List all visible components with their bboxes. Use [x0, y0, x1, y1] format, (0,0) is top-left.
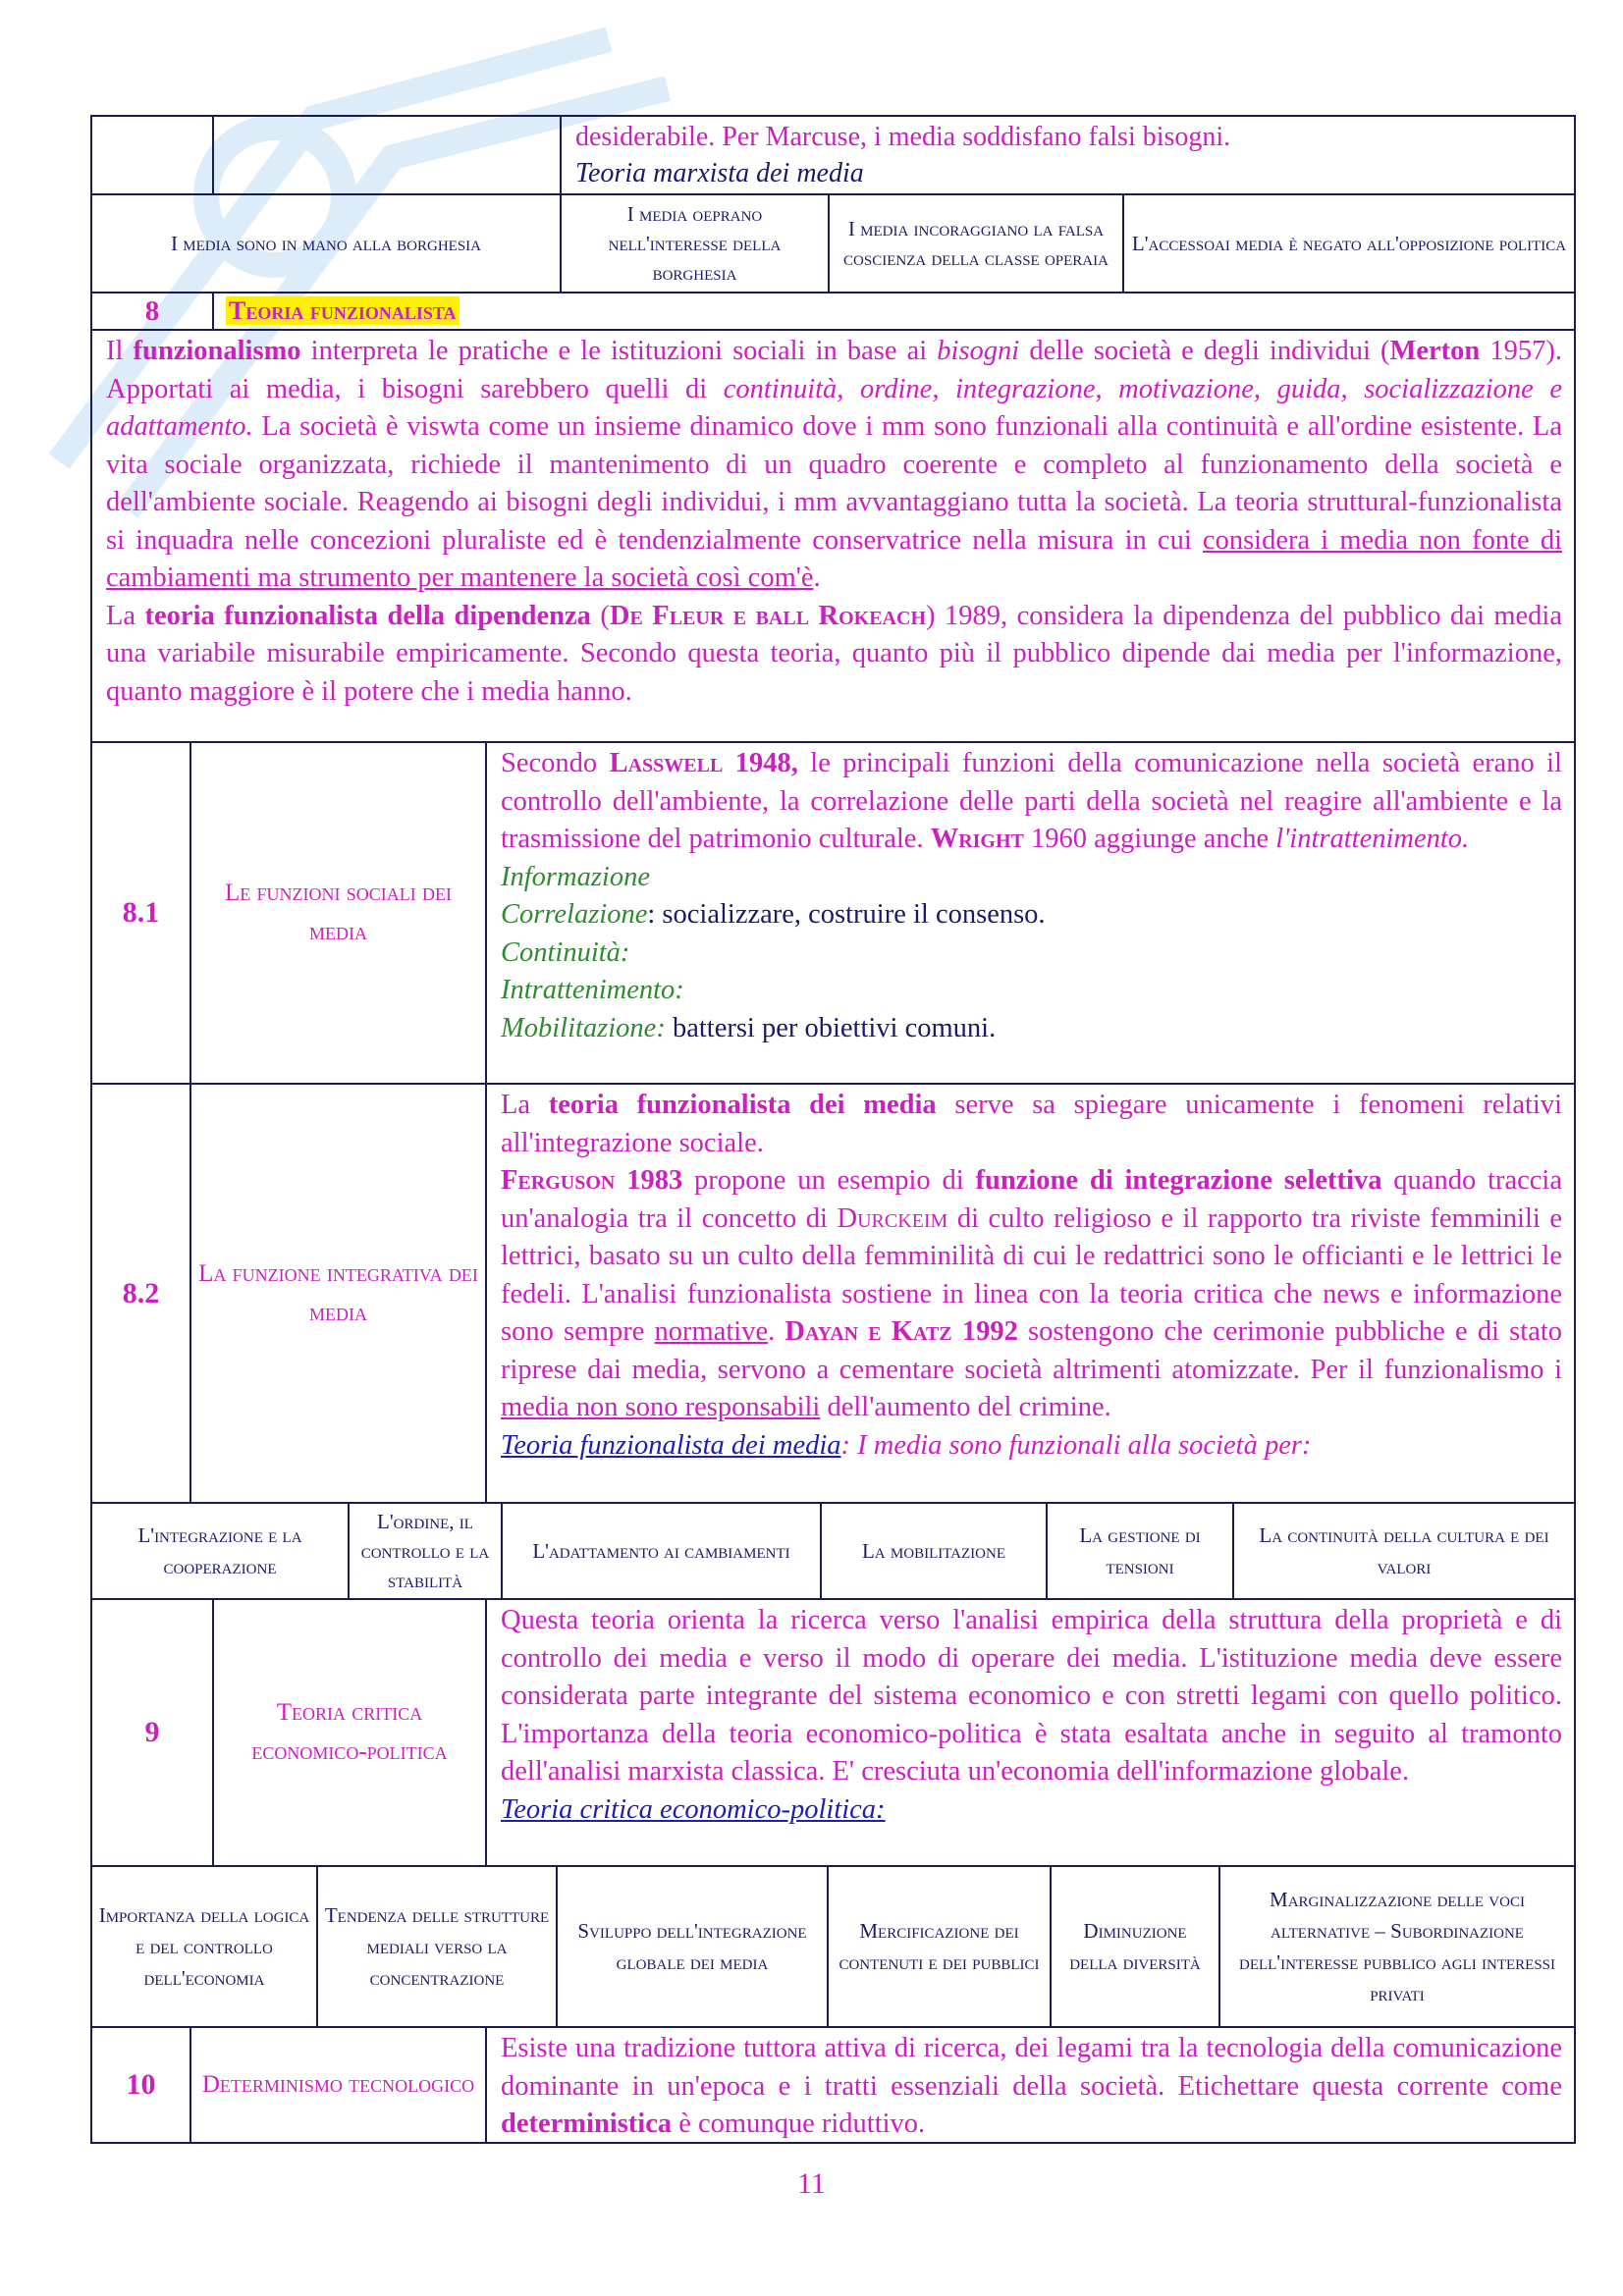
section-8-number: 8 — [92, 294, 214, 329]
function-item-1: L'integrazione e la cooperazione — [92, 1504, 350, 1598]
section-8-1-number: 8.1 — [92, 743, 191, 1083]
section-8-body: Il funzionalismo interpreta le pratiche e le istituzioni sociali in base ai bisogni delle società e degli individui (Merton 1957). Apportati ai media, i bisogni sarebbero quelli di continuità, ordine, integrazione, motivazione, guida, socializzazione e adattamento. La società è viswta come un insieme dinamico dove i mm sono funzionali alla continuità e all'ordine esistente. La vita sociale organizzata, richiede il mantenimento di un quadro coerente e completo al funzionamento della società e dell'ambiente sociale. Reagendo ai bisogni degli individui, i mm avvantaggiano tutta la società. La teoria struttural-funzionalista si inquadra nelle concezioni pluraliste ed è tendenzialmente conservatrice nella misura in cui considera i media non fonte di cambiamenti ma strumento per mantenere la società così com'è. La teoria funzionalista della dipendenza (De Fleur e ball Rokeach) 1989, considera la dipendenza del pubblico dai media una variabile misurabile empiricamente. Secondo questa teoria, quanto più il pubblico dipende dai media per l'informazione, quanto maggiore è il potere che i media hanno. — [106, 336, 1562, 707]
section-10-body: Esiste una tradizione tuttora attiva di ricerca, dei legami tra la tecnologia della comunicazione dominante in un'epoca e i tratti essenziali della società. Etichettare questa corrente come deterministica è comunque riduttivo. — [501, 2033, 1562, 2139]
section-8-2-number: 8.2 — [92, 1085, 191, 1502]
function-item-2: L'ordine, il controllo e la stabilità — [350, 1504, 503, 1598]
economic-item-6: Marginalizzazione delle voci alternative – Subordinazione dell'interesse pubblico agli interessi privati — [1238, 1888, 1556, 2005]
section-8-title: Teoria funzionalista — [226, 296, 460, 325]
function-term: Intrattenimento: — [501, 975, 684, 1005]
page-number: 11 — [797, 2167, 826, 2200]
economic-item-3: Sviluppo dell'integrazione globale dei media — [558, 1867, 829, 2026]
top-text-line1: desiderabile. Per Marcuse, i media soddisfano falsi bisogni. — [575, 122, 1231, 152]
function-term: Continuità: — [501, 936, 630, 968]
economic-item-5: Diminuzione della diversità — [1052, 1867, 1220, 2026]
function-term: Informazione — [501, 861, 650, 892]
marx-item-2: I media oeprano nell'interesse della borghesia — [562, 195, 830, 292]
economic-item-2: Tendenza delle strutture mediali verso la concentrazione — [318, 1867, 558, 2026]
economic-item-4: Mercificazione dei contenuti e dei pubblici — [829, 1867, 1052, 2026]
section-9-number: 9 — [92, 1600, 214, 1865]
section-8-1-body: Secondo Lasswell 1948, le principali funzioni della comunicazione nella società erano il controllo dell'ambiente, la correlazione delle parti della società nel reagire all'ambiente e la trasmissione del patrimonio culturale. Wright 1960 aggiunge anche l'intrattenimento. Informazione Correlazione: socializzare, costruire il consenso. Continuità: Intrattenimento: Mobilitazione: battersi per obiettivi comuni. — [501, 748, 1562, 1043]
marx-item-4: L'accessoai media è negato all'opposizione politica — [1131, 232, 1567, 255]
economic-item-1: Importanza della logica e del controllo dell'economia — [92, 1867, 318, 2026]
function-item-5: La gestione di tensioni — [1048, 1504, 1234, 1598]
section-9-body: Questa teoria orienta la ricerca verso l'analisi empirica della struttura della proprietà e di controllo dei media e verso il modo di operare dei media. L'istituzione media deve essere considerata parte integrante del sistema economico e con stretti legami con quello politico. L'importanza della teoria economico-politica è stata esaltata anche in seguito al tramonto dell'analisi marxista classica. E' cresciuta un'economia dell'informazione globale. Teoria critica economico-politica: — [501, 1605, 1562, 1825]
function-term: Mobilitazione: — [501, 1012, 666, 1043]
document-table — [90, 115, 1576, 2144]
function-term: Correlazione — [501, 899, 648, 930]
marx-item-3: I media incoraggiano la falsa coscienza della classe operaia — [830, 195, 1124, 292]
top-text-line2: Teoria marxista dei media — [575, 158, 864, 188]
section-8-1-title: Le funzioni sociali dei media — [191, 743, 487, 1083]
function-item-4: La mobilitazione — [822, 1504, 1048, 1598]
section-9-title: Teoria critica economico-politica — [214, 1600, 487, 1865]
function-item-3: L'adattamento ai cambiamenti — [503, 1504, 822, 1598]
marx-item-1: I media sono in mano alla borghesia — [92, 195, 562, 292]
section-8-2-title: La funzione integrativa dei media — [191, 1085, 487, 1502]
function-item-6: La continuità della cultura e dei valori — [1259, 1523, 1549, 1578]
section-8-2-body: La teoria funzionalista dei media serve sa spiegare unicamente i fenomeni relativi all'integrazione sociale. Ferguson 1983 propone un esempio di funzione di integrazione selettiva quando traccia un'analogia tra il concetto di Durckeim di culto religioso e il rapporto tra riviste femminili e lettrici, basato su un culto della femminilità di cui le redattrici sono le officianti e le lettrici le fedeli. L'analisi funzionalista sostiene in linea con la teoria critica che news e informazione sono sempre normative. Dayan e Katz 1992 sostengono che cerimonie pubbliche e di stato riprese dai media, servono a cementare società altrimenti atomizzate. Per il funzionalismo i media non sono responsabili dell'aumento del crimine. Teoria funzionalista dei media: I media sono funzionali alla società per: — [501, 1090, 1563, 1461]
section-10-number: 10 — [92, 2028, 191, 2142]
section-10-title: Determinismo tecnologico — [191, 2028, 487, 2142]
